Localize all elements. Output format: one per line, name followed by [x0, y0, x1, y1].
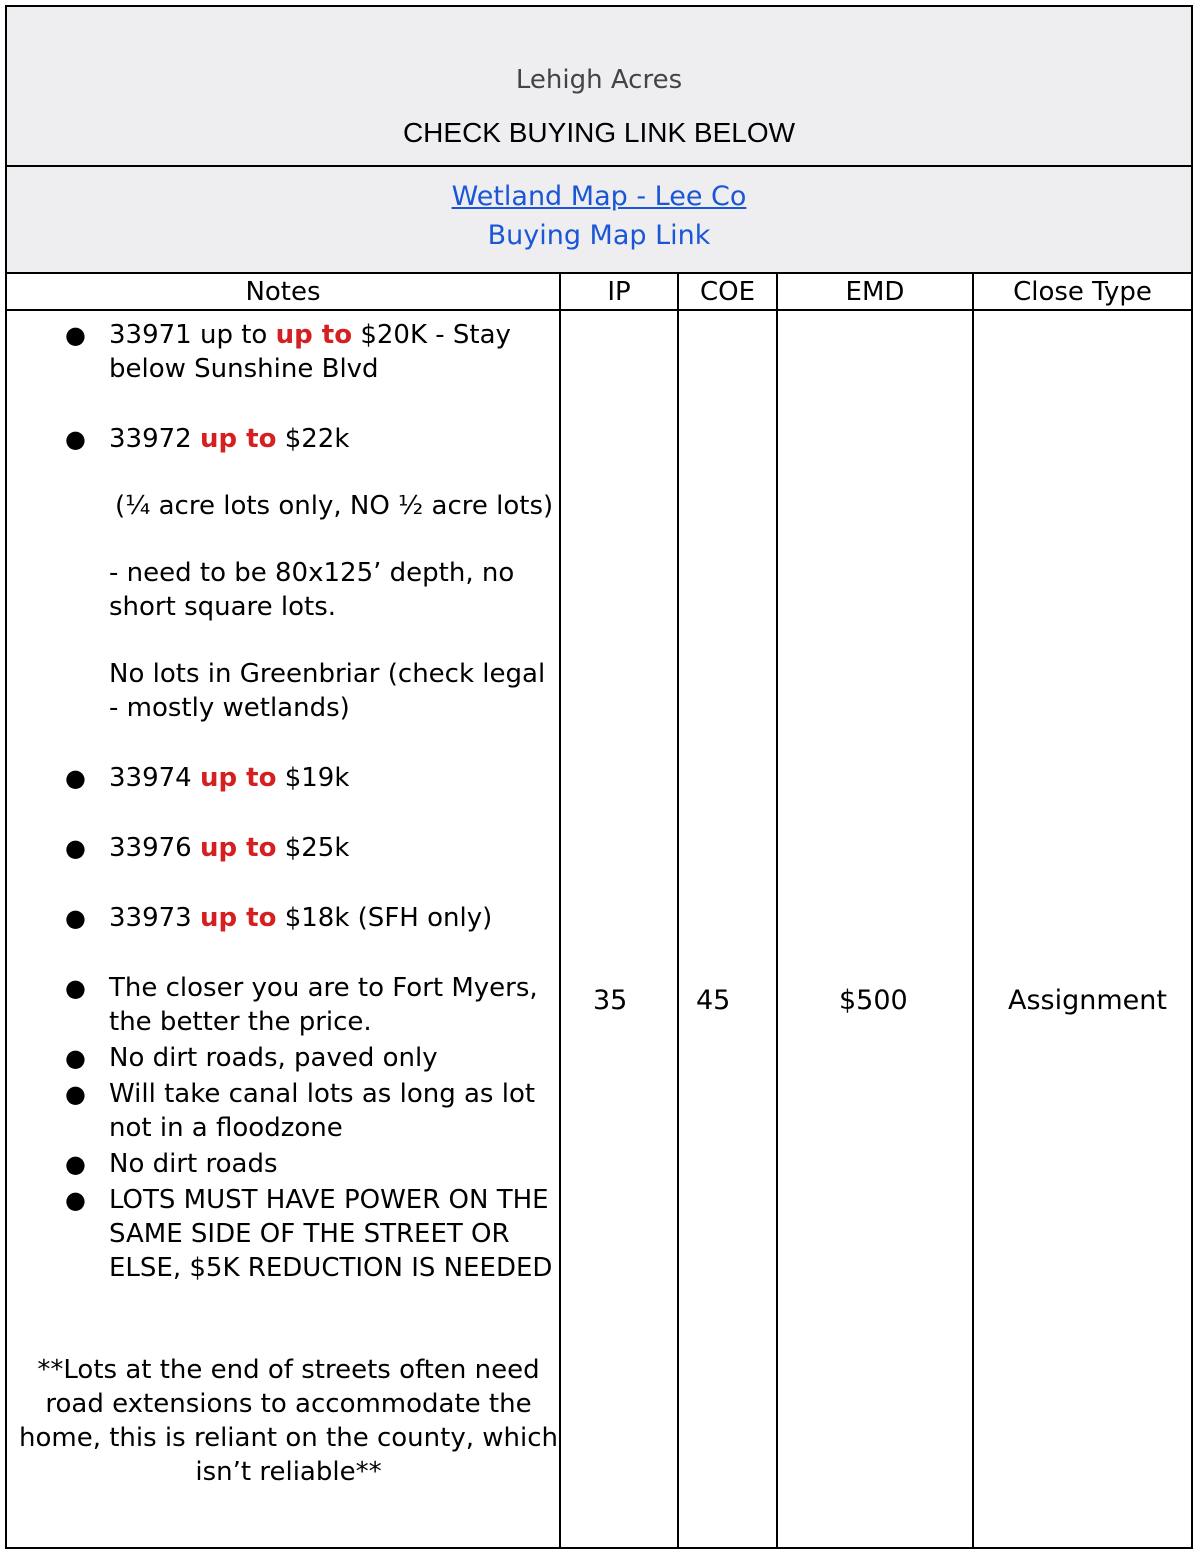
cell-coe: 45: [696, 985, 731, 1016]
list-item: [17, 901, 560, 935]
note-text: 33973: [109, 903, 200, 933]
bullet-icon: ●: [65, 1044, 86, 1072]
bullet-icon: ●: [65, 321, 86, 349]
list-item: [17, 971, 560, 1039]
bullet-icon: ●: [65, 1080, 86, 1108]
list-item: [17, 761, 560, 795]
note-paragraph: - need to be 80x125’ depth, no short square lots.: [109, 558, 515, 622]
note-paragraph: No lots in Greenbriar (check legal - mostly wetlands): [109, 659, 546, 723]
check-link-notice: CHECK BUYING LINK BELOW: [402, 117, 796, 148]
price-limit-label: up to: [199, 833, 277, 863]
price-limit-label: up to: [199, 424, 277, 454]
bullet-icon: ●: [65, 834, 86, 862]
price-limit-label: up to: [199, 903, 277, 933]
note-text: $19k: [276, 763, 350, 793]
list-item: [17, 1147, 560, 1181]
list-item: [17, 831, 560, 865]
bullet-icon: ●: [65, 425, 86, 453]
note-text: LOTS MUST HAVE POWER ON THE SAME SIDE OF THE STREET OR ELSE, $5K REDUCTION IS NEEDED: [109, 1185, 553, 1283]
note-text: No dirt roads: [109, 1149, 278, 1179]
list-item: [17, 422, 560, 456]
col-header-emd: EMD: [845, 277, 905, 307]
col-header-notes: Notes: [245, 277, 321, 307]
col-divider: [972, 274, 974, 1547]
note-text: $22k: [276, 424, 350, 454]
bullet-icon: ●: [65, 1150, 86, 1178]
note-text: 33976: [109, 833, 200, 863]
note-text: No dirt roads, paved only: [109, 1043, 438, 1073]
col-divider: [776, 274, 778, 1547]
col-divider: [677, 274, 679, 1547]
note-text: 33974: [109, 763, 200, 793]
list-item: [17, 1077, 560, 1145]
listing-sheet: [5, 5, 1193, 1549]
cell-ip: 35: [593, 985, 628, 1016]
note-text: Will take canal lots as long as lot not in a floodzone: [109, 1079, 536, 1143]
links-section: [7, 167, 1191, 274]
list-item: [17, 318, 560, 386]
buying-map-link[interactable]: Buying Map Link: [487, 220, 711, 251]
header-section: [7, 7, 1191, 167]
cell-emd: $500: [839, 985, 908, 1016]
bullet-icon: ●: [65, 974, 86, 1002]
note-paragraph: (¼ acre lots only, NO ½ acre lots): [115, 491, 554, 521]
list-item: [17, 1041, 560, 1075]
price-limit-label: up to: [275, 320, 353, 350]
cell-close-type: Assignment: [1008, 985, 1167, 1016]
bullet-icon: ●: [65, 764, 86, 792]
col-header-close-type: Close Type: [1013, 277, 1152, 307]
note-text: The closer you are to Fort Myers, the better the price.: [109, 973, 538, 1037]
area-title: Lehigh Acres: [515, 65, 683, 95]
wetland-map-link[interactable]: Wetland Map - Lee Co: [451, 181, 747, 212]
col-header-coe: COE: [699, 277, 756, 307]
note-text: $20K - Stay below Sunshine Blvd: [109, 320, 511, 384]
note-text: 33971 up to: [109, 320, 276, 350]
notes-cell: [17, 311, 560, 1489]
bullet-icon: ●: [65, 904, 86, 932]
col-header-ip: IP: [607, 277, 631, 307]
price-limit-label: up to: [199, 763, 277, 793]
note-text: 33972: [109, 424, 200, 454]
note-text: $25k: [276, 833, 350, 863]
note-text: $18k (SFH only): [276, 903, 493, 933]
bullet-icon: ●: [65, 1186, 86, 1214]
footer-note: **Lots at the end of streets often need road extensions to accommodate the home, this is reliant on the county, which isn’t reliable**: [18, 1355, 558, 1487]
list-item: [17, 1183, 560, 1285]
